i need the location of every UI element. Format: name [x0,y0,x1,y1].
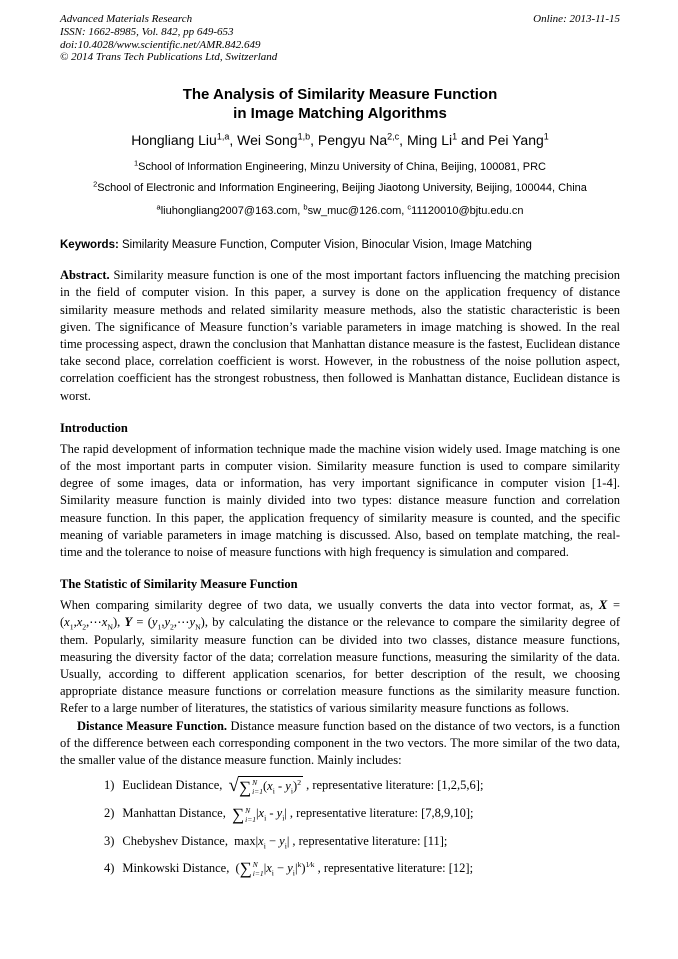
statistic-paragraph-1: When comparing similarity degree of two data, we usually converts the data into vector format, as, $X = (x_1,x_2,\cdots x_N)$, $Y = (y_1,y_2,\cdots y_N)$, by calculating the distance or the relevance to compare the similarity degree of them. Popularly, similarity measure function can be divided into two classes, distance measure functions, measuring the diversity factor of the data; correlation measure functions, measuring the similarity of the data. Usually, according to different application scenarios, for better description of the result, we choosing appropriate distance measure functions or correlation measure functions as the similarity measure function. Refer to a large number of literatures, the statistics of various similarity measure functions as follows. [60,598,621,716]
email-separator: , [401,205,408,218]
email-superscript: b [303,202,308,212]
email-address: 11120010@bjtu.edu.cn [411,205,524,218]
author-3 [318,132,407,148]
sum-lower-limit: i=1 [252,787,263,797]
author-name: Pengyu Na [317,132,388,149]
list-item-tail: , representative literature: [1,2,5,6]; [306,778,484,793]
manhattan-formula [231,805,287,825]
author-1 [131,132,237,148]
journal-copyright-line: © 2014 Trans Tech Publications Ltd, Switzerland [60,51,278,64]
formula-close-exponent: )$^{1⁄k}$ [301,859,315,875]
author-affiliation-superscript: 1,b [297,131,311,142]
chebyshev-formula [234,833,290,851]
paper-title-line1: The Analysis of Similarity Measure Function [182,86,498,104]
paper-title [60,85,620,123]
abstract-paragraph: Abstract. Similarity measure function is one of the most important factors influencing the matching precision in the field of computer vision. In this paper, a survey is done on the application frequency of distance similarity measure methods and related similarity measure methods, also the statistic characteristic is been given. The significance of Measure function’s variable parameters in image matching is showed. In the real time processing aspect, drawn the conclusion that Manhattan distance measure is the fastest, Euclidean distance take second place, correlation coefficient is worst. However, in the robustness of the noise pollution aspect, correlation coefficient has the strongest robustness, then followed is Manhattan distance, Euclidean distance is worst. [60,268,620,403]
author-4 [407,132,488,148]
list-item-number: 1) [104,778,115,793]
section-heading-statistic: The Statistic of Similarity Measure Function [60,577,298,592]
minkowski-formula [235,859,315,879]
sum-limits [245,806,256,824]
author-affiliation-superscript: 1,a [216,131,230,142]
affiliation-superscript: 1 [134,158,139,168]
sum-lower-limit: i=1 [245,814,257,824]
email-separator: , [297,205,304,218]
list-item-label: Chebyshev Distance, [122,833,228,848]
formula-body: $\max|x_i - y_i|$ [234,833,290,851]
journal-header [60,13,620,64]
list-item-label: Manhattan Distance, [122,806,226,821]
paper-title-line2: in Image Matching Algorithms [233,105,447,123]
author-affiliation-superscript: 1 [452,131,458,142]
list-item-tail: , representative literature: [11]; [292,833,448,848]
email-b [303,202,408,218]
email-a [156,202,304,218]
list-item-tail: , representative literature: [7,8,9,10]; [289,806,474,821]
affiliation-2 [60,181,620,195]
list-item-label: Minkowski Distance, [122,860,230,875]
sqrt-vinculum-content [238,776,303,796]
sum-symbol: ∑ [231,805,245,825]
list-item-label: Euclidean Distance, [122,778,223,793]
author-5 [488,132,549,148]
author-separator: and [457,132,489,149]
email-address: liuhongliang2007@163.com [160,205,298,218]
list-item-number: 3) [104,833,115,848]
sum-limits [253,860,264,878]
journal-info-block [60,13,277,64]
author-affiliation-superscript: 1 [543,131,549,142]
affiliation-text: School of Electronic and Information Engineering, Beijing Jiaotong University, Beijing, 100044, China [97,182,587,195]
email-c [407,202,524,218]
formula-body: $|x_i - y_i|$ [256,806,287,823]
sum-expression [239,778,263,796]
formula-open-paren: ( [235,860,240,875]
statistic-paragraph-2: Distance Measure Function. Distance measure function based on the distance of two vectors, is a function of the difference between each corresponding component in the two vectors. The more similar of the two data, the smaller value of the distance measure function. Mainly includes: [60,718,620,768]
author-separator: , [229,132,238,149]
sum-expression [240,860,264,878]
affiliation-superscript: 2 [93,179,98,189]
sum-symbol: ∑ [239,859,252,879]
formula-body: $(x_i - y_i)^2$ [262,778,302,796]
sqrt-expression [229,776,304,796]
sqrt-symbol: √ [228,775,239,797]
author-name: Hongliang Liu [131,132,217,149]
sum-upper-limit: N [252,859,258,869]
journal-doi-line: doi:10.4028/www.scientific.net/AMR.842.649 [60,38,261,51]
author-2 [237,132,318,148]
author-name: Ming Li [406,132,453,149]
author-affiliation-superscript: 2,c [387,131,400,142]
email-address: sw_muc@126.com [307,205,402,218]
list-item-manhattan [60,803,620,823]
author-name: Pei Yang [488,132,544,149]
author-name: Wei Song [237,132,298,149]
email-superscript: c [407,202,412,212]
journal-name: Advanced Materials Research [60,13,193,25]
sum-upper-limit: N [252,778,258,788]
list-item-number: 4) [104,860,115,875]
author-list [60,130,620,150]
keywords-line: Keywords: Similarity Measure Function, Computer Vision, Binocular Vision, Image Matching [60,239,532,252]
sum-upper-limit: N [245,805,251,815]
list-item-chebyshev [60,831,620,851]
email-superscript: a [156,202,161,212]
online-date: Online: 2013-11-15 [533,13,620,25]
sum-expression [232,806,256,824]
affiliation-text: School of Information Engineering, Minzu University of China, Beijing, 100081, PRC [138,161,546,174]
journal-issn-line: ISSN: 1662-8985, Vol. 842, pp 649-653 [60,25,234,38]
email-line [60,204,620,218]
formula-body: $|x_i - y_i|^k$ [263,859,302,878]
list-item-tail: , representative literature: [12]; [317,860,474,875]
distance-measure-list [60,775,620,877]
author-separator: , [399,132,407,149]
author-separator: , [310,132,318,149]
section-heading-introduction: Introduction [60,420,128,435]
list-item-euclidean [60,775,620,796]
list-item-minkowski [60,858,620,878]
list-item-number: 2) [104,806,115,821]
sum-limits [252,778,263,796]
euclidean-formula [228,775,304,797]
affiliation-1 [60,160,620,174]
introduction-paragraph: The rapid development of information technique made the machine vision widely used. Image matching is one of the most important parts in computer vision. Similarity measure function is used to compare similarity degree of some images, data or information, has very important significance in computer vision [1-4]. Similarity measure function is mainly divided into two types: distance measure function and correlation measure function. In this paper, the application frequency of similarity measure is counted, and the specific meaning of variable parameters in image matching is discussed. Also, based on template matching, the real-time and the tolerance to noise of measure functions with high frequency is simulation and compared. [60,441,620,560]
sum-lower-limit: i=1 [252,868,264,878]
sum-symbol: ∑ [238,777,252,797]
